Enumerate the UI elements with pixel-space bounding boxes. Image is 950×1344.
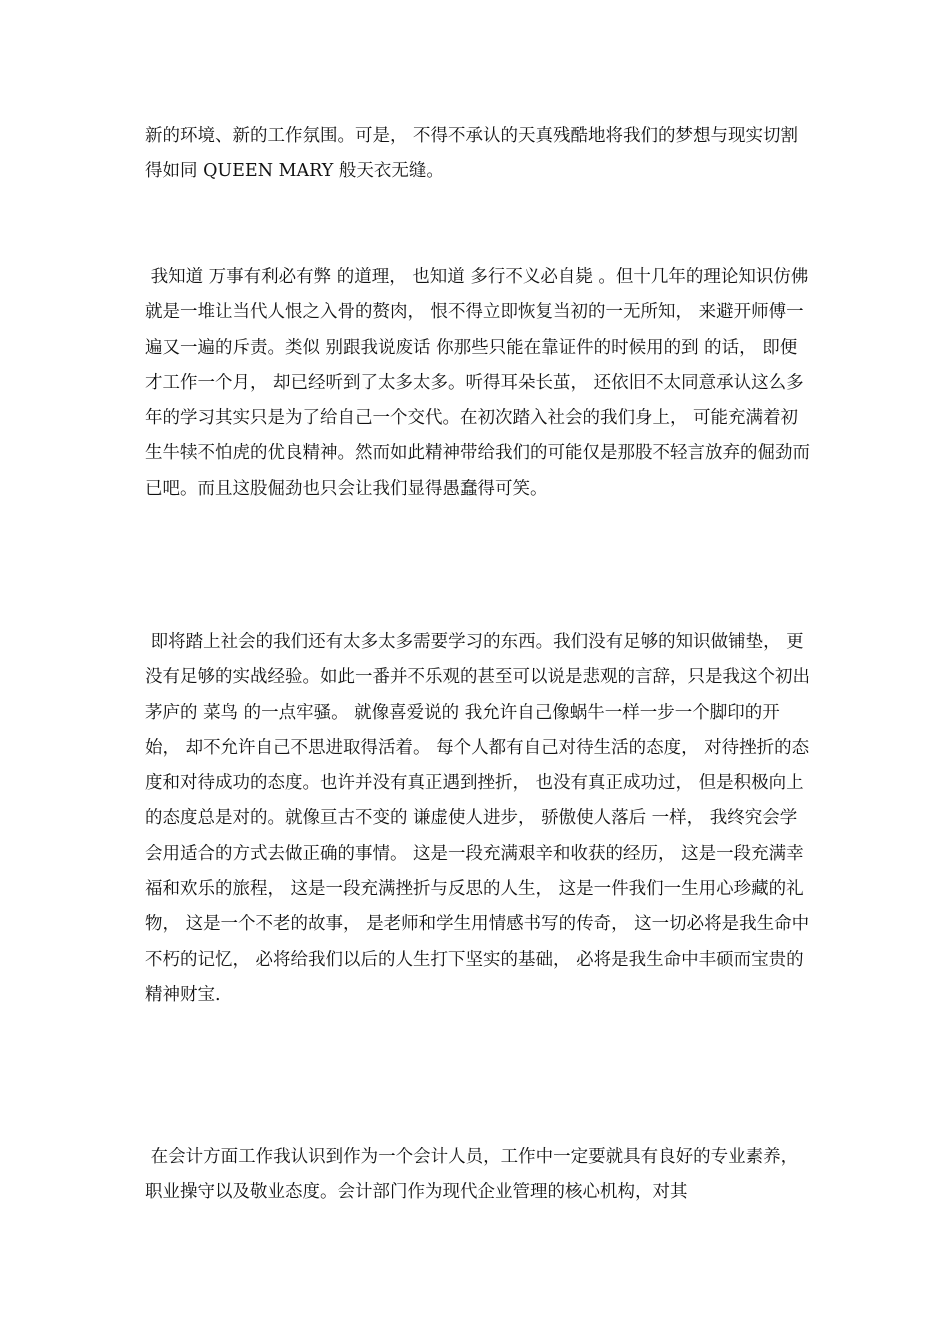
- paragraph-4: 在会计方面工作我认识到作为一个会计人员，工作中一定要就具有良好的专业素养，职业操守以及敬业态度。会计部门作为现代企业管理的核心机构，对其: [145, 1147, 799, 1203]
- paragraph-3: 即将踏上社会的我们还有太多太多需要学习的东西。我们没有足够的知识做铺垫， 更没有足够的实战经验。如此一番并不乐观的甚至可以说是悲观的言辞，只是我这个初出茅庐的 菜鸟 的一点牢骚。 就像喜爱说的 我允许自己像蜗牛一样一步一个脚印的开始， 却不允许自己不思进取得活着。 每个人都有自己对待生活的态度， 对待挫折的态度和对待成功的态度。也许并没有真正遇到挫折， 也没有真正成功过， 但是积极向上的态度总是对的。就像亘古不变的 谦虚使人进步， 骄傲使人落后 一样， 我终究会学会用适合的方式去做正确的事情。 这是一段充满艰辛和收获的经历， 这是一段充满幸福和欢乐的旅程， 这是一段充满挫折与反思的人生， 这是一件我们一生用心珍藏的礼物， 这是一个不老的故事， 是老师和学生用情感书写的传奇， 这一切必将是我生命中不朽的记忆， 必将给我们以后的人生打下坚实的基础， 必将是我生命中丰硕而宝贵的精神财宝.: [145, 632, 810, 1005]
- paragraph-1: 新的环境、新的工作氛围。可是， 不得不承认的天真残酷地将我们的梦想与现实切割得如同 QUEEN MARY 般天衣无缝。: [145, 126, 799, 182]
- paragraph-2: 我知道 万事有利必有弊 的道理， 也知道 多行不义必自毙 。但十几年的理论知识仿佛就是一堆让当代人恨之入骨的赘肉， 恨不得立即恢复当初的一无所知， 来避开师傅一遍又一遍的斥责。类似 别跟我说废话 你那些只能在靠证件的时候用的到 的话， 即便才工作一个月， 却已经听到了太多太多。听得耳朵长茧， 还依旧不太同意承认这么多年的学习其实只是为了给自己一个交代。在初次踏入社会的我们身上， 可能充满着初生牛犊不怕虎的优良精神。然而如此精神带给我们的可能仅是那股不轻言放弃的倔劲而已吧。而且这股倔劲也只会让我们显得愚蠢得可笑。: [145, 267, 810, 499]
